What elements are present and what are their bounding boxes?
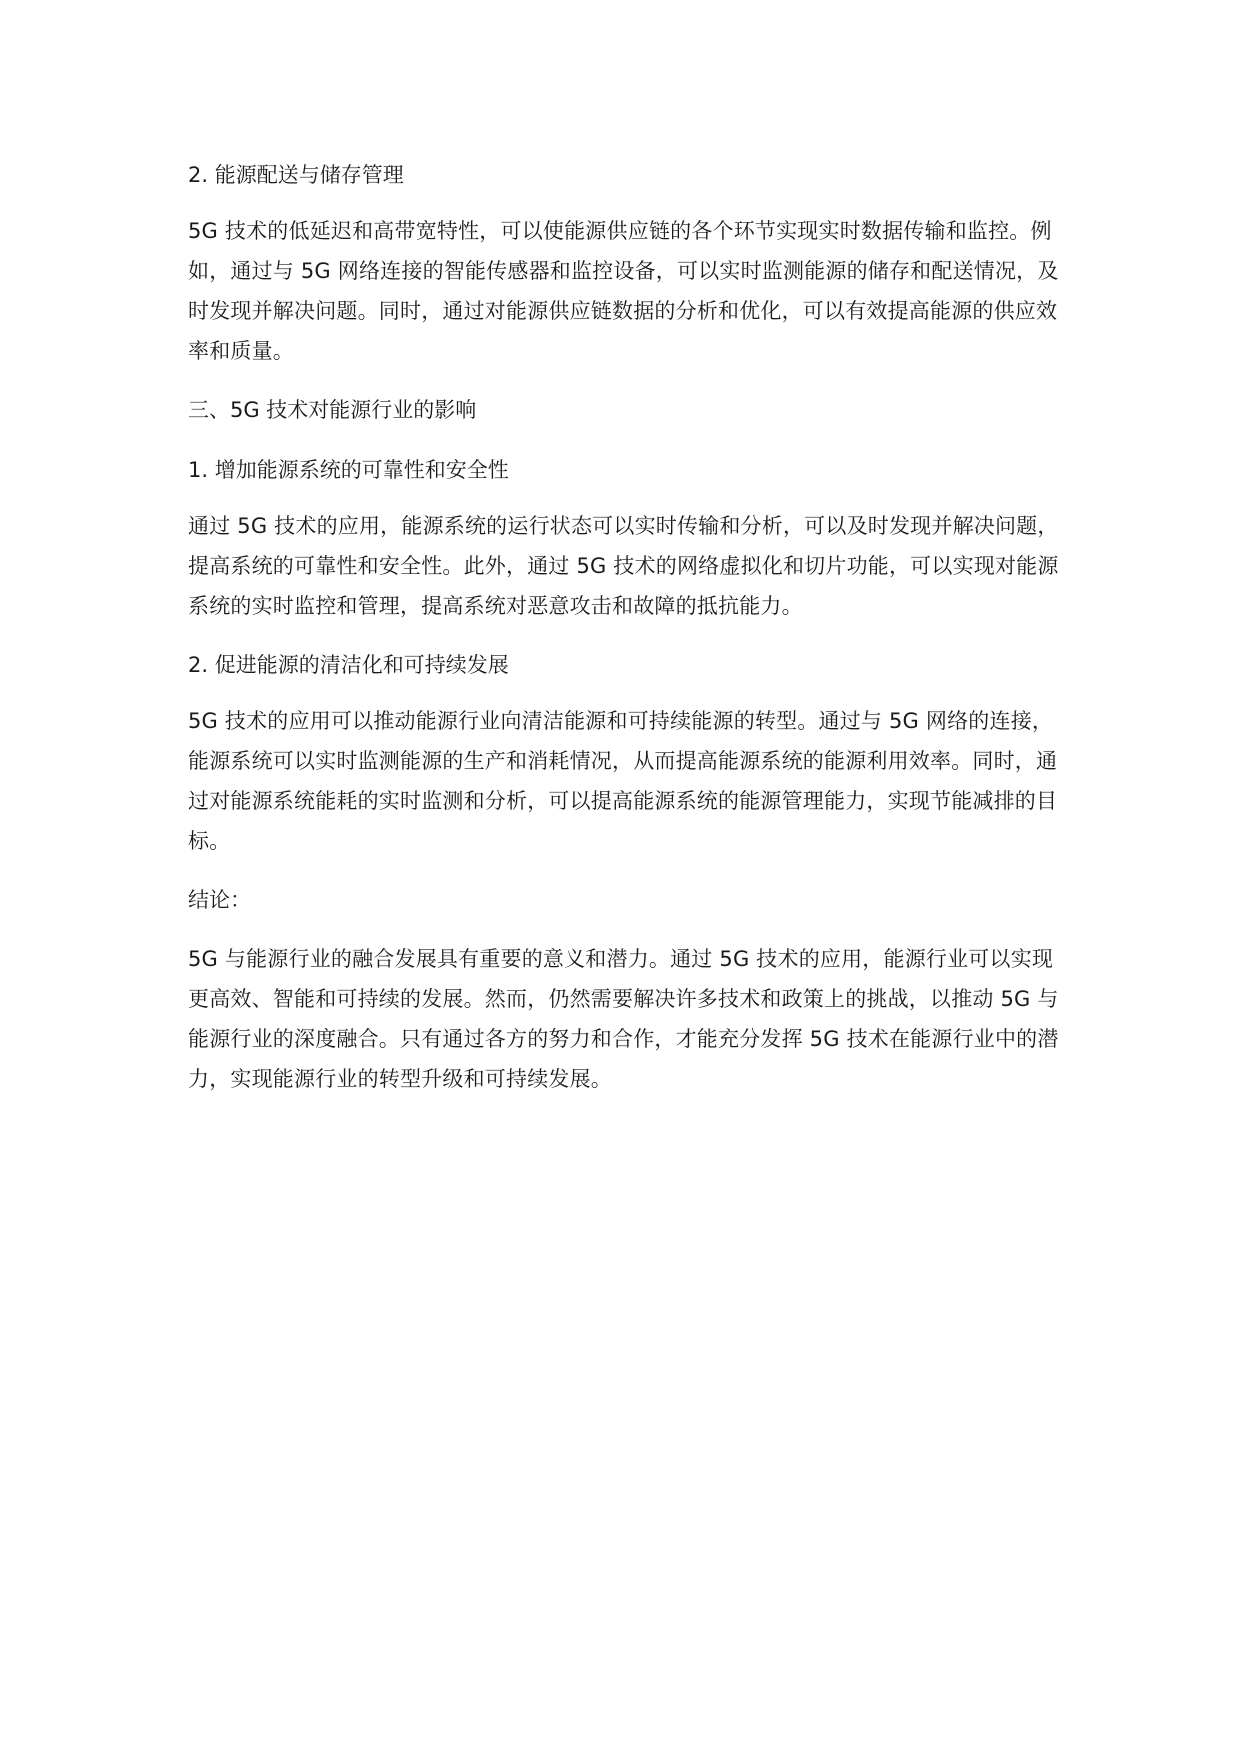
- paragraph-reliability-security: 通过 5G 技术的应用，能源系统的运行状态可以实时传输和分析，可以及时发现并解决问题，提高系统的可靠性和安全性。此外，通过 5G 技术的网络虚拟化和切片功能，可以实现对能源系统的实时监控和管理，提高系统对恶意攻击和故障的抵抗能力。: [188, 514, 1059, 618]
- heading-conclusion: 结论：: [188, 888, 251, 912]
- paragraph-clean-sustainable: 5G 技术的应用可以推动能源行业向清洁能源和可持续能源的转型。通过与 5G 网络的连接，能源系统可以实时监测能源的生产和消耗情况，从而提高能源系统的能源利用效率。同时，通过对能源系统能耗的实时监测和分析，可以提高能源系统的能源管理能力，实现节能减排的目标。: [188, 709, 1058, 853]
- heading-reliability-security: 1. 增加能源系统的可靠性和安全性: [188, 458, 509, 482]
- paragraph-conclusion: 5G 与能源行业的融合发展具有重要的意义和潜力。通过 5G 技术的应用，能源行业可以实现更高效、智能和可持续的发展。然而，仍然需要解决许多技术和政策上的挑战，以推动 5G 与能源行业的深度融合。只有通过各方的努力和合作，才能充分发挥 5G 技术在能源行业中的潜力，实现能源行业的转型升级和可持续发展。: [188, 947, 1059, 1091]
- heading-section-3-impact: 三、5G 技术对能源行业的影响: [188, 398, 477, 422]
- heading-clean-sustainable: 2. 促进能源的清洁化和可持续发展: [188, 653, 509, 677]
- paragraph-energy-distribution-storage: 5G 技术的低延迟和高带宽特性，可以使能源供应链的各个环节实现实时数据传输和监控。例如，通过与 5G 网络连接的智能传感器和监控设备，可以实时监测能源的储存和配送情况，及时发现并解决问题。同时，通过对能源供应链数据的分析和优化，可以有效提高能源的供应效率和质量。: [188, 219, 1059, 363]
- heading-energy-distribution-storage: 2. 能源配送与储存管理: [188, 163, 404, 187]
- document-body: [188, 155, 1068, 1099]
